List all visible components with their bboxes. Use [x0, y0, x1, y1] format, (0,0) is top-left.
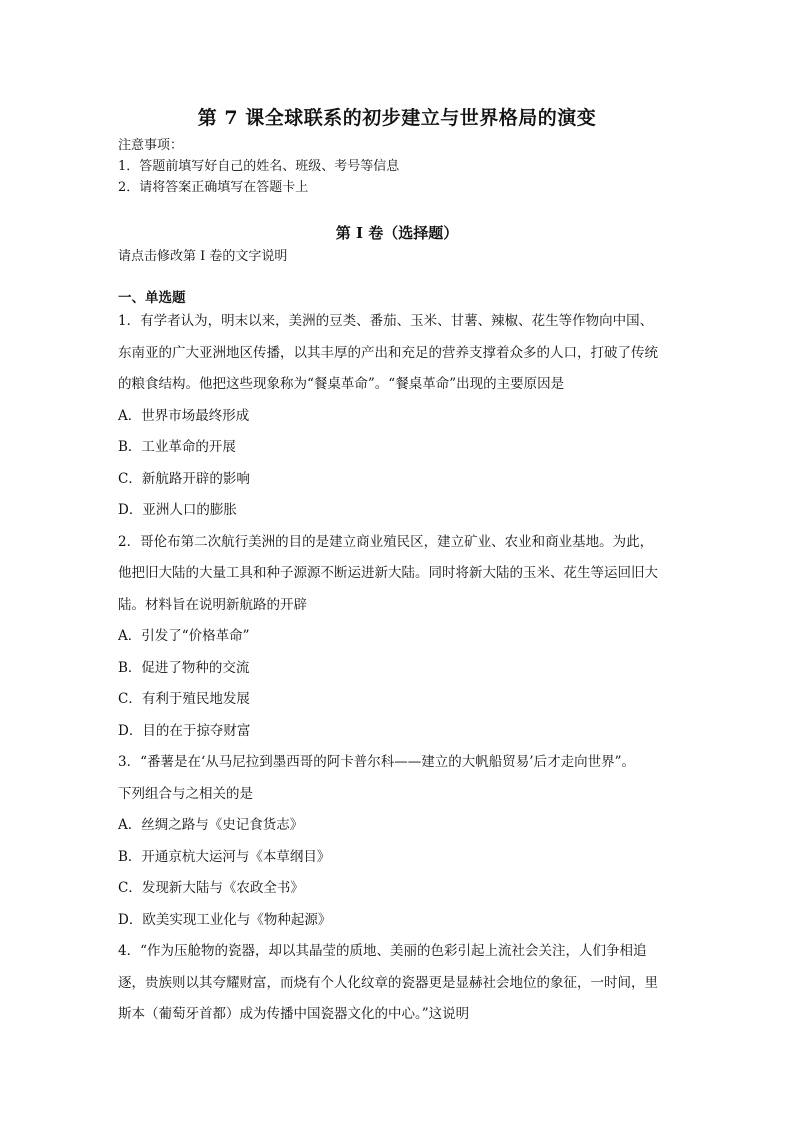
document-title: 第 7 课全球联系的初步建立与世界格局的演变 [197, 107, 597, 129]
notice-item: 2．请将答案正确填写在答题卡上 [118, 180, 309, 195]
option-d: D．欧美实现工业化与《物种起源》 [118, 911, 332, 928]
option-c: C．新航路开辟的影响 [118, 470, 250, 487]
option-a: A．世界市场最终形成 [118, 407, 250, 424]
option-d: D．目的在于掠夺财富 [118, 722, 251, 739]
option-c: C．发现新大陆与《农政全书》 [118, 880, 304, 896]
question-stem-line: 3．“番薯是在‘从马尼拉到墨西哥的阿卡普尔科——建立的大帆船贸易’后才走向世界”。 [118, 754, 635, 770]
option-c: C．有利于殖民地发展 [118, 691, 250, 707]
question-3 [118, 747, 688, 936]
question-stem-line: 斯本（葡萄牙首都）成为传播中国瓷器文化的中心。”这说明 [118, 1006, 470, 1022]
part-heading: 一、单选题 [118, 290, 186, 306]
option-a: A．引发了“价格革命” [118, 628, 250, 644]
question-2 [118, 527, 688, 748]
notice-block [118, 135, 399, 198]
option-b: B．促进了物种的交流 [118, 659, 250, 676]
question-stem-line: 的粮食结构。他把这些现象称为“餐桌革命”。“餐桌革命”出现的主要原因是 [118, 376, 565, 392]
question-stem-line: 4．“作为压舱物的瓷器，却以其晶莹的质地、美丽的色彩引起上流社会关注，人们争相追 [118, 943, 647, 959]
question-stem-line: 1．有学者认为，明末以来，美洲的豆类、番茄、玉米、甘薯、辣椒、花生等作物向中国、 [118, 313, 654, 329]
option-a: A．丝绸之路与《史记食货志》 [118, 817, 304, 833]
question-list [118, 306, 688, 1031]
option-d: D．亚洲人口的膨胀 [118, 502, 237, 518]
question-stem-line: 陆。材料旨在说明新航路的开辟 [118, 596, 307, 613]
question-stem-line: 下列组合与之相关的是 [118, 785, 253, 802]
option-b: B．工业革命的开展 [118, 439, 236, 455]
section-description[interactable]: 请点击修改第 I 卷的文字说明 [118, 249, 288, 264]
option-b: B．开通京杭大运河与《本草纲目》 [118, 848, 331, 865]
question-stem-line: 东南亚的广大亚洲地区传播，以其丰厚的产出和充足的营养支撑着众多的人口，打破了传统 [118, 344, 658, 361]
section-title: 第 I 卷（选择题） [335, 224, 459, 242]
question-4 [118, 936, 688, 1031]
question-stem-line: 逐，贵族则以其夸耀财富，而烧有个人化纹章的瓷器更是显赫社会地位的象征，一时间，里 [118, 974, 658, 991]
question-1 [118, 306, 688, 527]
question-stem-line: 2．哥伦布第二次航行美洲的目的是建立商业殖民区，建立矿业、农业和商业基地。为此， [118, 533, 654, 550]
question-stem-line: 他把旧大陆的大量工具和种子源源不断运进新大陆。同时将新大陆的玉米、花生等运回旧大 [118, 565, 658, 581]
notice-heading: 注意事项： [118, 138, 184, 153]
notice-item: 1．答题前填写好自己的姓名、班级、考号等信息 [118, 159, 400, 174]
